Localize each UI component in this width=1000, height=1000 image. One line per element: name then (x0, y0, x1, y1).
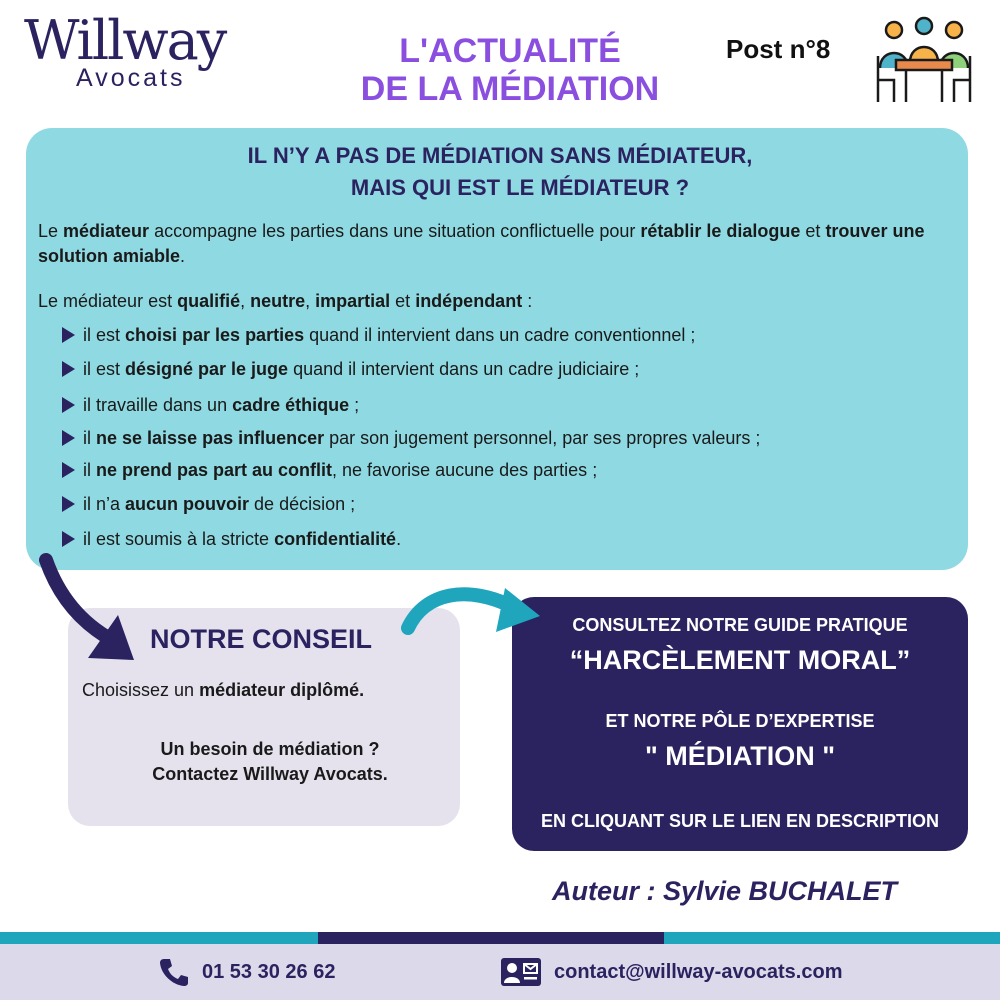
footer-stripe-teal-right (664, 932, 1000, 944)
advice-cta-line-2: Contactez Willway Avocats. (152, 764, 388, 784)
bullet-triangle-icon (62, 327, 75, 343)
advice-cta-line-1: Un besoin de médiation ? (160, 739, 380, 759)
list-item (62, 489, 355, 519)
bullet-text: il est désigné par le juge quand il intervient dans un cadre judiciaire ; (83, 358, 640, 379)
bullet-triangle-icon (62, 496, 75, 512)
bullet-text: il est choisi par les parties quand il intervient dans un cadre conventionnel ; (83, 324, 696, 345)
footer-email[interactable] (500, 956, 843, 988)
footer-phone[interactable] (158, 956, 335, 988)
guide-card[interactable] (512, 597, 968, 851)
list-item (62, 423, 760, 453)
bullet-triangle-icon (62, 397, 75, 413)
guide-link-text[interactable]: EN CLIQUANT SUR LE LIEN EN DESCRIPTION (540, 811, 940, 831)
bullet-text: il ne se laisse pas influencer par son jugement personnel, par ses propres valeurs ; (83, 427, 761, 448)
guide-line-1: CONSULTEZ NOTRE GUIDE PRATIQUE (572, 615, 908, 635)
info-heading-line-1: IL N’Y A PAS DE MÉDIATION SANS MÉDIATEUR, (247, 143, 753, 168)
logo-willway: Willway (24, 9, 226, 72)
list-item (62, 320, 695, 350)
list-item (62, 354, 639, 384)
bullet-text: il travaille dans un cadre éthique ; (83, 394, 360, 415)
guide-title-mediation: " MÉDIATION " (644, 741, 836, 771)
page-title (300, 32, 720, 108)
post-number: Post n°8 (726, 34, 831, 64)
bullet-text: il n’a aucun pouvoir de décision ; (83, 493, 356, 514)
bullet-triangle-icon (62, 430, 75, 446)
list-item (62, 455, 597, 485)
bullet-text: il ne prend pas part au conflit, ne favorise aucune des parties ; (83, 459, 598, 480)
list-item (62, 390, 359, 420)
title-line-2: DE LA MÉDIATION (360, 70, 660, 108)
author-credit: Auteur : Sylvie BUCHALET (552, 876, 898, 906)
bullet-text: il est soumis à la stricte confidentialité. (83, 528, 402, 549)
willway-logo (24, 9, 226, 94)
bullet-triangle-icon (62, 361, 75, 377)
info-heading (150, 140, 850, 204)
bullet-triangle-icon (62, 531, 75, 547)
list-item (62, 524, 401, 554)
footer-stripe-teal-left (0, 932, 318, 944)
meeting-table-icon (872, 16, 976, 106)
info-heading-line-2: MAIS QUI EST LE MÉDIATEUR ? (350, 175, 690, 200)
qualities-paragraph: Le médiateur est qualifié, neutre, impartial et indépendant : (38, 291, 533, 311)
title-line-1: L'ACTUALITÉ (399, 32, 621, 70)
guide-line-3: ET NOTRE PÔLE D’EXPERTISE (605, 711, 875, 731)
phone-number[interactable]: 01 53 30 26 62 (202, 960, 336, 983)
phone-icon (158, 956, 190, 988)
intro-paragraph: Le médiateur accompagne les parties dans une situation conflictuelle pour rétablir le dialogue et trouver une solution amiable. (38, 221, 925, 266)
guide-title-harcelement: “HARCÈLEMENT MORAL” (569, 645, 911, 675)
email-address[interactable]: contact@willway-avocats.com (554, 960, 843, 983)
bullet-triangle-icon (62, 462, 75, 478)
footer-stripe-navy (318, 932, 664, 944)
advice-cta (110, 737, 430, 787)
advice-text: Choisissez un médiateur diplômé. (82, 680, 365, 700)
advice-title: NOTRE CONSEIL (150, 624, 373, 654)
contact-card-icon (500, 957, 542, 987)
logo-avocats: Avocats (76, 64, 186, 92)
